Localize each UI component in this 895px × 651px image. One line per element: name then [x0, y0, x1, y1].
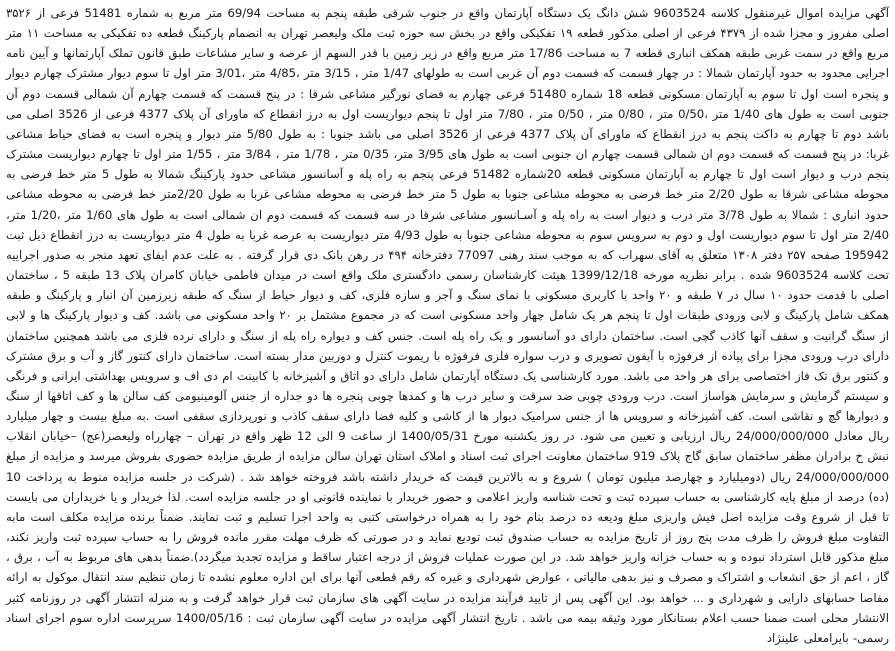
auction-notice-body: آگهی مزایده اموال غیرمنقول کلاسه 9603524 شش دانگ یک دستگاه آپارتمان واقع در جنوب شرقی طبقه پنجم به مساحت 69/94 متر مربع به شماره 51481 فرعی از ۳۵۲۶ اصلی مفروز و مجزا شده از ۴۳۷۹ فرعی از اصلی مذکور قطعه ۱۹ تفکیکی واقع در بخش سه حوزه ثبت ملک ولیعصر تهران به انضمام پارکینگ قطعه ده تفکیکی به مساحت ۱۱ متر مربع واقع در سمت غربی طبقه همکف انباری قطعه 7 به مساحت 17/86 متر مربع واقع در زیر زمین با قدر السهم از عرصه و سایر مشاعات طبق قانون تملک آپارتمانها و آیین نامه اجرایی محدود به حدود آپارتمان شمالا : در چهار قسمت که قسمت دوم آن غربی است به طولهای 1/47 متر ، 3/15 متر ،4/85 متر ،3/01 متر اول تا سوم دیوار مشترک چهارم دیوار و پنجره است اول تا سوم به آپارتمان مسکونی قطعه 18 شماره 51480 فرعی چهارم به فضای نورگیر مشاعی شرقا : در پنج قسمت که قسمت چهارم آن شمالی قسمت دوم آن جنوبی است به طول های 1/40 متر ،0/50 متر ، 0/80 متر ، 0/50 متر ، 7/80 متر اول تا پنجم دیواریست اول به درز انقطاع که ماورای آن پلاک 4377 فرعی از 3526 اصلی می باشد دوم تا چهارم به داکت پنجم به درز انقطاع که ماورای آن پلاک 4377 فرعی از 3526 اصلی می باشد جنوبا : به طول 5/80 متر دیوار و پنجره است به فضای حیاط مشاعی غربا: در پنج قسمت که قسمت دوم ان شمالی قسمت چهارم ان جنوبی است به طول های 3/95 متر، 0/35 متر ، 1/78 متر ، 3/84 متر ، 1/55 متر اول تا چهارم دیواریست مشترک پنجم درب و دیوار است اول تا چهارم به آپارتمان مسکونی قطعه 20شماره 51482 فرعی پنجم به راه پله و آسانسور مشاعی حدود پارکینگ شمالا به طول 5 متر خط فرضی به محوطه مشاعی شرقا به طول 2/20 متر خط فرضی به محوطه مشاعی جنوبا به طول 5 متر خط فرضی به محوطه مشاعی غربا به طول 2/20متر خط فرضی به محوطه مشاعی حدود انباری : شمالا به طول 3/78 متر درب و دیوار است به راه پله و آسـانسور مشاعی شرقا در سه قسمت که قسمت دوم ان شمالی است به طول های 1/60 متر ،1/20 متر، 2/40 متر اول تا سوم دیواریست اول و دوم به سرویس سوم به محوطه مشاعی جنوبا به طول 4/93 متر دیواریست به عرصه غربا به طول 4 متر دیواریست به درز انقطاع ذیل ثبت 195942 صفحه ۲۵۷ دفتر ۱۳۰۸ متعلق به آقای سهراب که به موجب سند رهنی 77097 دفترخانه ۴۹۴ در رهن بانک دی قرار گرفته . به علت عدم ایفای تعهد منجر به صدور اجراییه تحت کلاسه 9603524 شده . برابر نظریه مورخه 1399/12/18 هیئت کارشناسان رسمی دادگستری ملک واقع است در میدان فاطمی خیابان کامران پلاک 13 طبقه 5 ، ساختمان اصلی با قدمت حدود ۱۰ سال در ۷ طبقه و ۲۰ واحد با کاربری مسکونی با نمای سنگ و آجر و سازه فلزی، کف و دیوار حیاط از سنگ که طبقه زیرزمین آن انبار و پارکینگ و طبقه همکف شامل پارکینگ و لابی ورودی طبقات اول تا پنجم هر یک شامل چهار واحد مسکونی است که در مجموع مشتمل بر ۲۰ واحد مسکونی می باشد. کف و دیوار پارکینگ ها و لابی از سنگ گرانیت و سقف آنها کاذب گچی است. ساختمان دارای دو آسانسور و یک راه پله است. جنس کف و دیواره راه پله از سنگ و دارای نرده فلزی می باشد همچنین ساختمان دارای درب ورودی مجزا برای پیاده از فرفوژه با آیفون تصویری و درب سواره فلزی فرفوژه با ریموت کنترل و دوربین مدار بسته است. ساختمان دارای کنتور گاز و آب و برق مشترک و کنتور برق تک فاز اختصاصی برای هر واحد می باشد. مورد کارشناسی یک دستگاه آپارتمان شامل دارای دو اتاق و آشپزخانه با کابینت ام دی اف و سرویس بهداشتی ایرانی و فرنگی و سیستم گرمایش و سرمایش هواساز است. درب ورودی چوبی ضد سرقت و سایر درب ها و کمدها چوبی پنجره ها دو جداره از جنس آلومینیومی کف سالن ها و کف اتاقها از سنگ و دیوارها گچ و نقاشی است. کف آشپزخانه و سرویس ها از جنس سرامیک دیوار ها از کاشی و کلیه فضا دارای سقف کاذب و نورپردازی سقفی است .به مبلغ بیست و چهار میلیارد ریال معادل 24/000/000/000 ریال ارزیابی و تعیین می شود. در روز یکشنبه مورخ 1400/05/31 از ساعت 9 الی 12 ظهر واقع در تهران – چهارراه ولیعصر(عج) –خیابان انقلاب نبش خ برادران مظفر ساختمان سابق گاج پلاک 919 ساختمان معاونت اجرای ثبت اسناد و املاک استان تهران سالن مزایده از طریق مزایده حضوری بفروش میرسد و مزایده از مبلغ 24/000/000/000 ریال (دومیلیارد و چهارصد میلیون تومان ) شروع و به بالاترین قیمت که خریدار داشته باشد فروخته خواهد شد . (شرکت در جلسه مزایده منوط به پرداخت 10 (ده) درصد از مبلغ پایه کارشناسی به حساب سپرده ثبت و تحت شناسه واریز اعلامی و حضور خریدار با نماینده قانونی او در جلسه مزایده است. لذا خریدار و یا خریداران می بایست تا قبل از شروع وقت مزایده اصل فیش واریزی مبلغ ودیعه ده درصد بنام خود را به همراه درخواستی کتبی به واحد اجرا تسلیم و ثبت نمایند. ضمناً برنده مزایده مکلف است مابه التفاوت مبلغ فروش را ظرف مدت پنج روز از تاریخ مزایده به حساب صندوق ثبت تودیع نماید و در صورتی که ظرف مهلت مقرر مانده فروش را به حساب سپرده ثبت واریز نکند، مبلغ مذکور قابل استرداد نبوده و به حساب خزانه واریز خواهد شد. در این صورت عملیات فروش از درجه اعتبار ساقط و مزایده تجدید میگردد).ضمناً بدهی های مربوط به آب ، برق ، گاز ، اعم از حق انشعاب و اشتراک و مصرف و نیز بدهی مالیاتی ، عوارض شهرداری و غیره که رقم قطعی آنها برای این اداره معلوم نشده تا زمان تنظیم سند انتقال موکول به ارائه مفاصا حسابهای دارایی و شهرداری و ... خواهد بود. این آگهی پس از تایید فرآیند مزایده در سایت آگهی های سازمان ثبت قرار خواهد گرفت و به منزله انتشار آگهی در روزنامه کثیر الانتشار محلی است ضمنا حسب اعلام بستانکار مورد وثیقه بیمه می باشد . تاریخ انتشار آگهی مزایده در سایت آگهی سازمان ثبت : 1400/05/16 سرپرست اداره سوم اجرای اسناد رسمی- بایرامعلی علینژاد: [6, 6, 890, 645]
